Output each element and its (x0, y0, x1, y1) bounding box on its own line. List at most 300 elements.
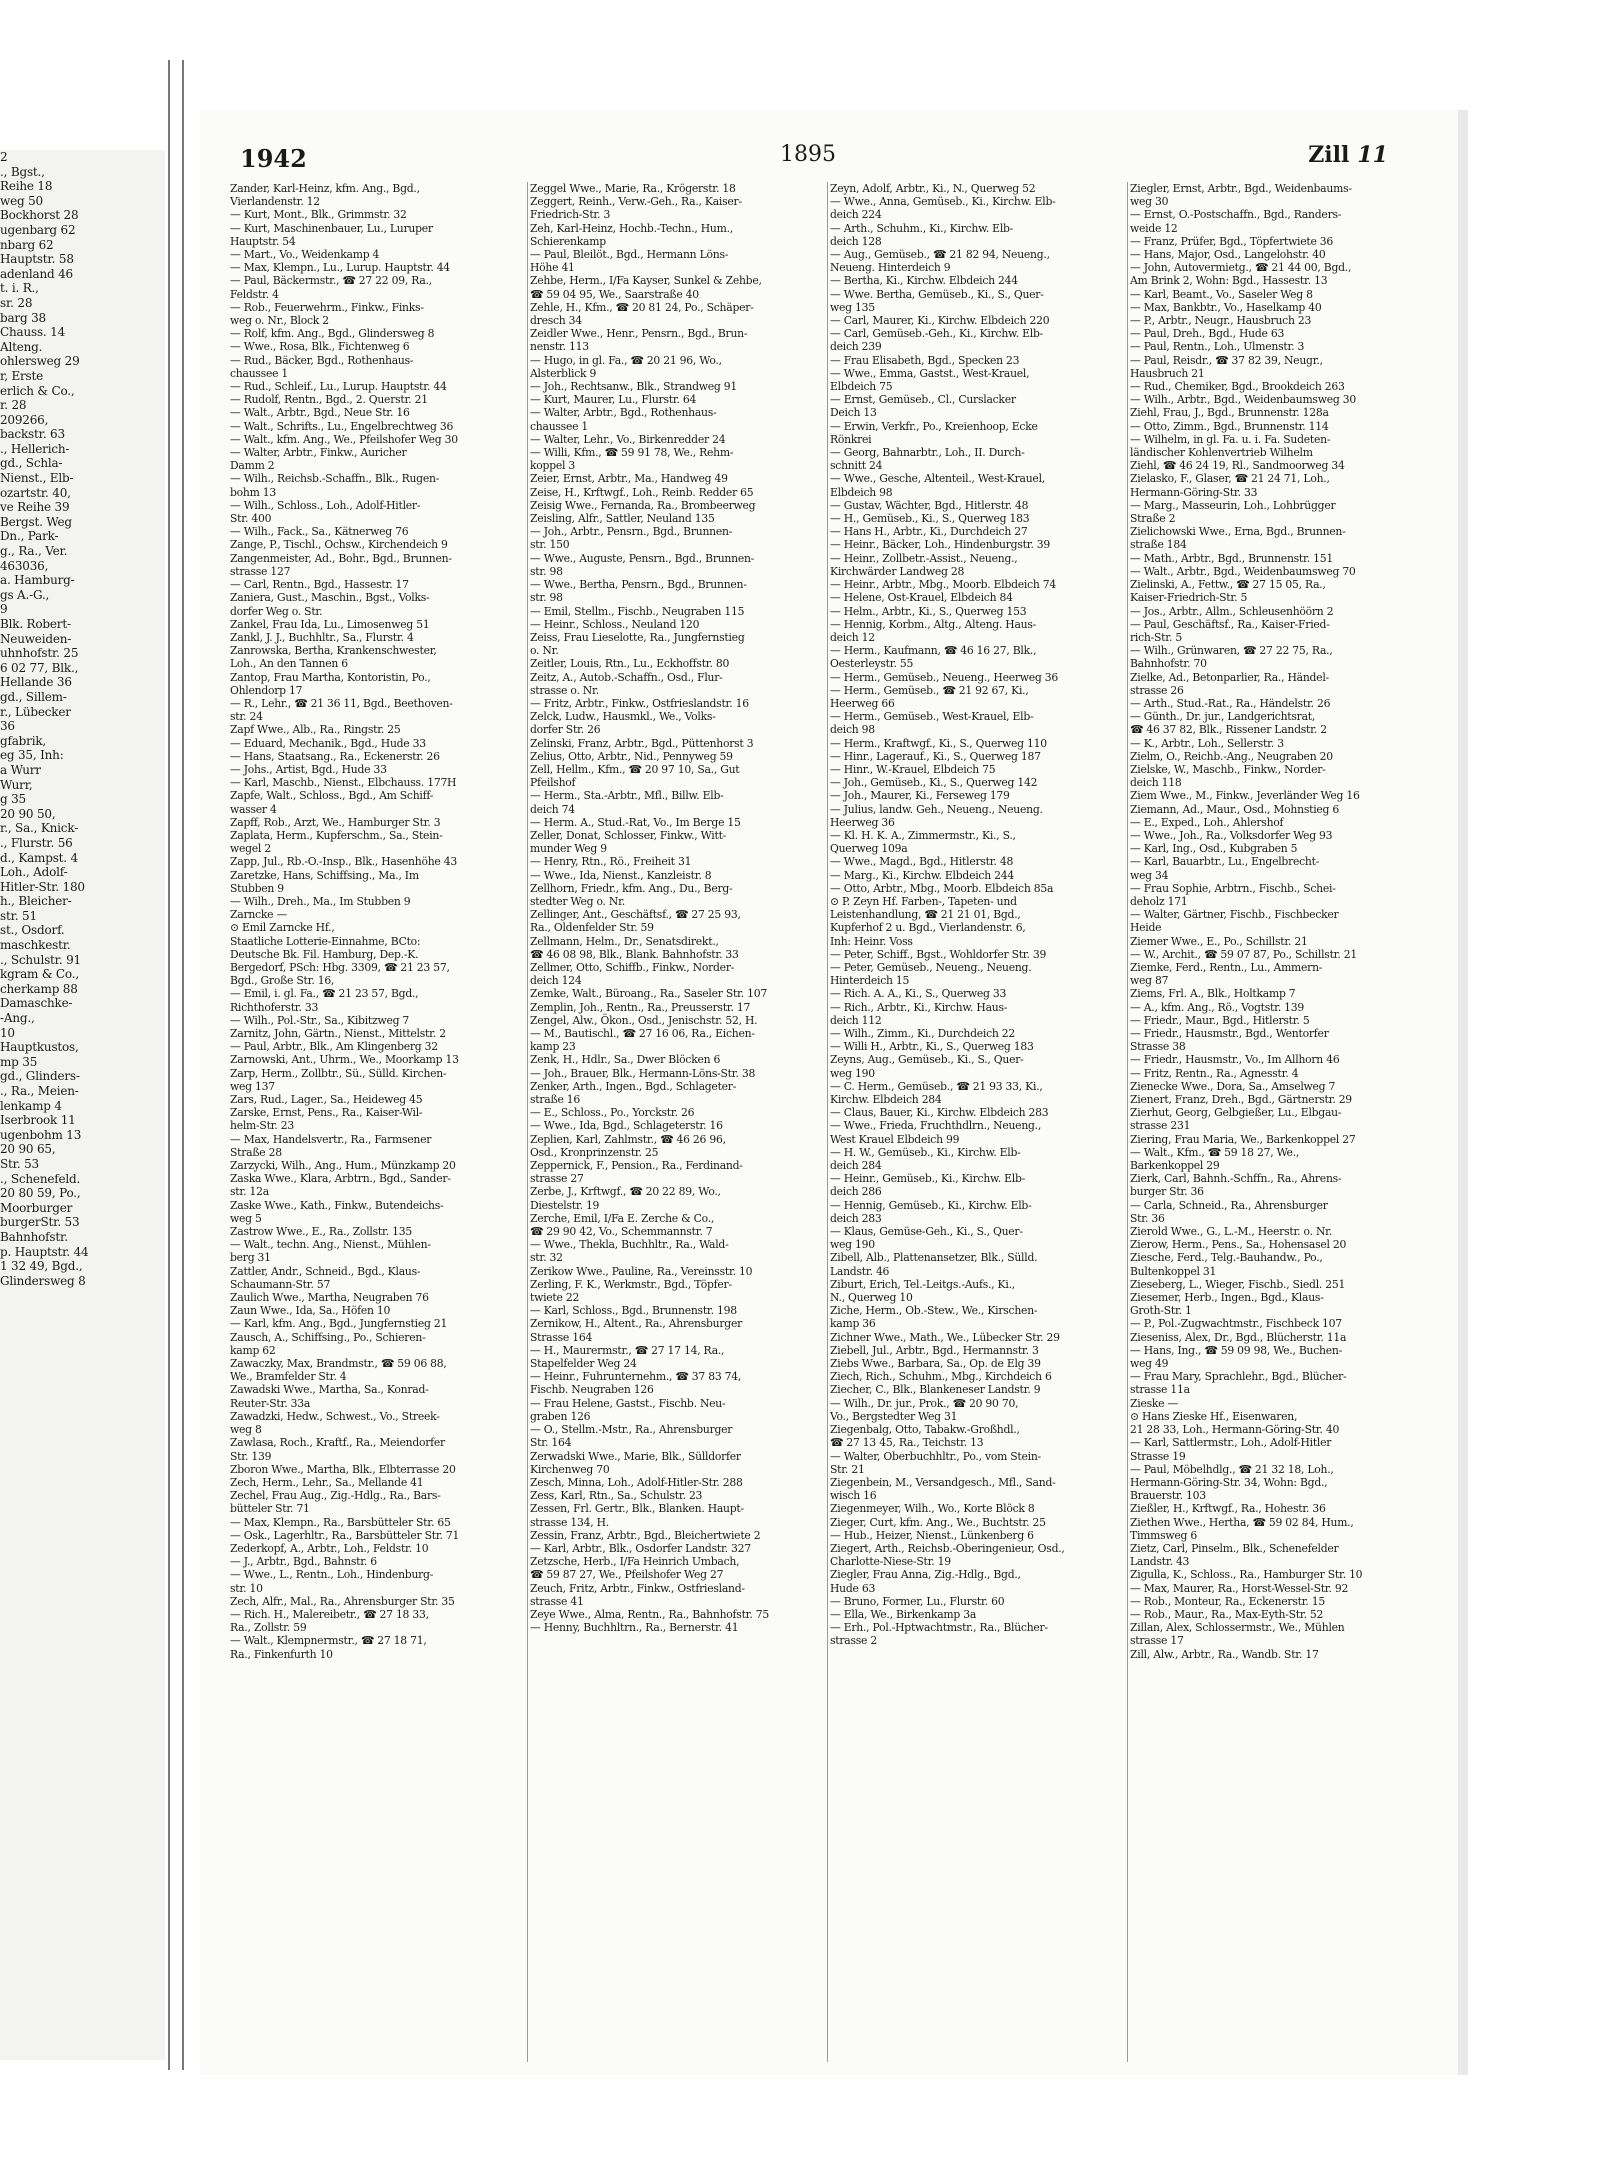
directory-entry-line: Ziesche, Ferd., Telg.-Bauhandw., Po., (1130, 1251, 1323, 1265)
directory-entry-line: weg 34 (1130, 868, 1169, 882)
directory-entry-line: weg 135 (830, 300, 875, 314)
directory-entry-line: Zaske Wwe., Kath., Finkw., Butendeichs- (230, 1198, 444, 1212)
directory-entry-line: Zierow, Herm., Pens., Sa., Hohensasel 20 (1130, 1238, 1347, 1252)
directory-entry-line: Zelck, Ludw., Hausmkl., We., Volks- (530, 710, 716, 724)
directory-entry-line: Bahnhofstr. 70 (1130, 657, 1207, 671)
directory-entry-line: Straße 2 (1130, 512, 1176, 526)
directory-entry-line: — Karl, Arbtr., Blk., Osdorfer Landstr. 327 (530, 1541, 751, 1555)
facing-page-fragment: Blk. Robert- (0, 617, 71, 631)
facing-page-fragment: ugenbohm 13 (0, 1127, 82, 1142)
directory-entry-line: — Wwe., Gesche, Altenteil., West-Krauel, (830, 472, 1045, 486)
directory-entry-line: Zehbe, Herm., I/Fa Kayser, Sunkel & Zehbe, (530, 274, 762, 288)
directory-entry-line: Heide (1130, 921, 1162, 935)
directory-entry-line: — Johs., Artist, Bgd., Hude 33 (230, 762, 387, 776)
directory-entry-line: Heerweg 36 (830, 815, 895, 829)
directory-entry-line: — Wwe., Emma, Gastst., West-Krauel, (830, 366, 1030, 380)
directory-entry-line: Ziech, Rich., Schuhm., Mbg., Kirchdeich 6 (830, 1370, 1052, 1384)
directory-entry-line: — K., Arbtr., Loh., Sellerstr. 3 (1130, 736, 1284, 750)
directory-entry-line: twiete 22 (530, 1291, 580, 1305)
directory-entry-line: Zeier, Ernst, Arbtr., Ma., Handweg 49 (530, 472, 728, 486)
directory-entry-line: Zech, Herm., Lehr., Sa., Mellande 41 (230, 1475, 424, 1489)
directory-entry-line: — Ernst, Gemüseb., Cl., Curslacker (830, 393, 1016, 407)
directory-entry-line: Zaska Wwe., Klara, Arbtrn., Bgd., Sander- (230, 1172, 451, 1186)
directory-entry-line: — Rudolf, Rentn., Bgd., 2. Querstr. 21 (230, 393, 428, 407)
directory-entry-line: 21 28 33, Loh., Hermann-Göring-Str. 40 (1130, 1423, 1340, 1437)
directory-entry-line: Diestelstr. 19 (530, 1198, 600, 1212)
directory-entry-line: ☎ 46 08 98, Blk., Blank. Bahnhofstr. 33 (530, 947, 739, 961)
facing-page-fragment: sr. 28 (0, 295, 33, 310)
directory-entry-line: — Heinr., Bäcker, Loh., Hindenburgstr. 39 (830, 538, 1051, 552)
directory-entry-line: — Paul, Bleilöt., Bgd., Hermann Löns- (530, 248, 729, 262)
directory-entry-line: — Paul, Dreh., Bgd., Hude 63 (1130, 327, 1285, 341)
facing-page-fragment: ., Flurstr. 56 (0, 835, 73, 850)
directory-entry-line: nenstr. 113 (530, 340, 589, 354)
directory-entry-line: Zawadzki, Hedw., Schwest., Vo., Streek- (230, 1409, 440, 1423)
directory-entry-line: deich 12 (830, 630, 875, 644)
directory-entry-line: strasse 41 (530, 1594, 584, 1608)
directory-entry-line: — H., Gemüseb., Ki., S., Querweg 183 (830, 512, 1030, 526)
directory-entry-line: — Hans, Major, Osd., Langelohstr. 40 (1130, 248, 1326, 262)
directory-entry-line: wasser 4 (230, 802, 277, 816)
directory-entry-line: Ziehl, ☎ 46 24 19, Rl., Sandmoorweg 34 (1130, 459, 1345, 473)
facing-page-fragment: 9 (0, 602, 8, 617)
directory-entry-line: Elbdeich 75 (830, 380, 893, 394)
directory-entry-line: — Ernst, O.-Postschaffn., Bgd., Randers- (1130, 208, 1342, 222)
directory-entry-line: Zillan, Alex, Schlossermstr., We., Mühlen (1130, 1621, 1345, 1635)
directory-entry-line: Kirchwärder Landweg 28 (830, 564, 965, 578)
directory-entry-line: deich 286 (830, 1185, 882, 1199)
directory-entry-line: — Max, Bankbtr., Vo., Haselkamp 40 (1130, 300, 1322, 314)
directory-entry-line: — Frau Helene, Gastst., Fischb. Neu- (530, 1396, 726, 1410)
directory-entry-line: strasse o. Nr. (530, 683, 599, 697)
directory-entry-line: — H. W., Gemüseb., Ki., Kirchw. Elb- (830, 1145, 1021, 1159)
facing-page-fragment: g., Ra., Ver. (0, 544, 68, 559)
directory-entry-line: Str. 36 (1130, 1211, 1165, 1225)
facing-page-fragment: Hauptstr. 58 (0, 252, 74, 267)
directory-entry-line: weg 30 (1130, 195, 1169, 209)
directory-entry-line: — Osk., Lagerhltr., Ra., Barsbütteler Str. 71 (230, 1528, 460, 1542)
directory-entry-line: ☎ 27 13 45, Ra., Teichstr. 13 (830, 1436, 984, 1450)
directory-entry-line: Zeye Wwe., Alma, Rentn., Ra., Bahnhofstr. 75 (530, 1607, 769, 1621)
directory-entry-line: Zeh, Karl-Heinz, Hochb.-Techn., Hum., (530, 221, 733, 235)
directory-entry-line: — Jos., Arbtr., Allm., Schleusenhöörn 2 (1130, 604, 1334, 618)
directory-entry-line: Bergedorf, PSch: Hbg. 3309, ☎ 21 23 57, (230, 960, 450, 974)
directory-entry-line: Zieseberg, L., Wieger, Fischb., Siedl. 251 (1130, 1277, 1346, 1291)
directory-entry-line: Str. 164 (530, 1436, 572, 1450)
directory-entry-line: — O., Stellm.-Mstr., Ra., Ahrensburger (530, 1423, 733, 1437)
directory-entry-line: — Carla, Schneid., Ra., Ahrensburger (1130, 1198, 1328, 1212)
directory-entry-line: — R., Lehr., ☎ 21 36 11, Bgd., Beethoven- (230, 696, 453, 710)
directory-entry-line: — Georg, Bahnarbtr., Loh., II. Durch- (830, 446, 1025, 460)
page-header (200, 130, 1458, 173)
directory-entry-line: — Aug., Gemüseb., ☎ 21 82 94, Neueng., (830, 248, 1050, 262)
directory-entry-line: weg 49 (1130, 1357, 1169, 1371)
directory-entry-line: — Gustav, Wächter, Bgd., Hitlerstr. 48 (830, 498, 1029, 512)
directory-entry-line: — Rud., Chemiker, Bgd., Brookdeich 263 (1130, 380, 1345, 394)
facing-page-fragment: ., Hellerich- (0, 441, 70, 456)
directory-entry-line: Bgd., Große Str. 16, (230, 974, 335, 988)
directory-entry-line: Zangenmeister, Ad., Bohr., Bgd., Brunnen- (230, 551, 452, 565)
directory-entry-line: — H., Maurermstr., ☎ 27 17 14, Ra., (530, 1343, 725, 1357)
directory-entry-line: deich 128 (830, 234, 882, 248)
directory-entry-line: weg 87 (1130, 974, 1169, 988)
directory-entry-line: Zeyns, Aug., Gemüseb., Ki., S., Quer- (830, 1053, 1024, 1067)
directory-entry-line: — Bertha, Ki., Kirchw. Elbdeich 244 (830, 274, 1018, 288)
facing-page-edge (0, 150, 165, 2060)
directory-entry-line: Zigulla, K., Schloss., Ra., Hamburger Str. 10 (1130, 1568, 1363, 1582)
directory-entry-line: Vo., Bergstedter Weg 31 (830, 1409, 958, 1423)
directory-entry-line: Zeitler, Louis, Rtn., Lu., Eckhoffstr. 80 (530, 657, 730, 671)
directory-entry-line: Zess, Karl, Rtn., Sa., Schulstr. 23 (530, 1489, 703, 1503)
directory-entry-line: Ziche, Herm., Ob.-Stew., We., Kirschen- (830, 1304, 1038, 1318)
directory-entry-line: Zapf Wwe., Alb., Ra., Ringstr. 25 (230, 723, 401, 737)
directory-entry-line: Ziesemer, Herb., Ingen., Bgd., Klaus- (1130, 1291, 1324, 1305)
directory-entry-line: deholz 171 (1130, 894, 1188, 908)
facing-page-fragment: g 35 (0, 792, 26, 807)
directory-entry-line: — Walt., kfm. Ang., We., Pfeilshofer Weg 30 (230, 432, 458, 446)
directory-entry-line: Zehle, H., Kfm., ☎ 20 81 24, Po., Schäper- (530, 300, 754, 314)
facing-page-fragment: ., Ra., Meien- (0, 1084, 79, 1098)
directory-entry-line: Zietz, Carl, Pinselm., Blk., Schenefelder (1130, 1541, 1339, 1555)
directory-entry-line: Zapp, Jul., Rb.-O.-Insp., Blk., Hasenhöhe 43 (230, 855, 457, 869)
directory-entry-line: Zarncke — (230, 908, 288, 922)
directory-entry-line: Zessin, Franz, Arbtr., Bgd., Bleichertwiete 2 (530, 1528, 761, 1542)
directory-entry-line: Ra., Zollstr. 59 (230, 1621, 307, 1635)
directory-entry-line: Zeise, H., Krftwgf., Loh., Reinb. Redder 65 (530, 485, 754, 499)
page-edge-line (182, 60, 184, 2070)
directory-entry-line: — Walter, Gärtner, Fischb., Fischbecker (1130, 908, 1339, 922)
directory-entry-line: bütteler Str. 71 (230, 1502, 310, 1516)
directory-entry-line: — Hans H., Arbtr., Ki., Durchdeich 27 (830, 525, 1028, 539)
directory-entry-line: ⊙ P. Zeyn Hf. Farben-, Tapeten- und (830, 894, 1017, 908)
directory-entry-line: — M., Bautischl., ☎ 27 16 06, Ra., Eichen- (530, 1027, 755, 1040)
facing-page-fragment: weg 50 (0, 193, 43, 208)
directory-entry-line: Zelius, Otto, Arbtr., Nid., Pennyweg 59 (530, 749, 733, 763)
directory-entry-line: — Frau Mary, Sprachlehr., Bgd., Blücher- (1130, 1370, 1347, 1384)
directory-entry-line: Zawlasa, Roch., Kraftf., Ra., Meiendorfer (230, 1436, 445, 1450)
directory-entry-line: Zeitz, A., Autob.-Schaffn., Osd., Flur- (530, 670, 723, 684)
directory-entry-line: Feldstr. 4 (230, 287, 279, 301)
directory-entry-line: — Wilh., Zimm., Ki., Durchdeich 22 (830, 1027, 1016, 1040)
directory-entry-line: Zanrowska, Bertha, Krankenschwester, (230, 644, 437, 658)
directory-entry-line: Brauerstr. 103 (1130, 1489, 1206, 1503)
facing-page-fragment: Bahnhofstr. (0, 1229, 68, 1244)
directory-entry-line: Zawaczky, Max, Brandmstr., ☎ 59 06 88, (230, 1357, 447, 1371)
directory-entry-line: — Klaus, Gemüse-Geh., Ki., S., Quer- (830, 1225, 1023, 1239)
directory-entry-line: — Hugo, in gl. Fa., ☎ 20 21 96, Wo., (530, 353, 722, 367)
directory-entry-line: — Karl, Sattlermstr., Loh., Adolf-Hitler (1130, 1436, 1332, 1450)
directory-entry-line: — Günth., Dr. jur., Landgerichtsrat, (1130, 710, 1316, 724)
directory-entry-line: chaussee 1 (230, 366, 289, 380)
facing-page-fragment: gs A.-G., (0, 587, 50, 602)
directory-entry-line: straße 16 (530, 1093, 580, 1107)
directory-entry-line: Zarzycki, Wilh., Ang., Hum., Münzkamp 20 (230, 1159, 456, 1173)
directory-entry-line: deich 284 (830, 1159, 882, 1173)
directory-entry-line: str. 24 (230, 710, 263, 724)
facing-page-fragment: r. 28 (0, 398, 27, 413)
directory-entry-line: Ziegenmeyer, Wilh., Wo., Korte Blöck 8 (830, 1502, 1035, 1516)
directory-entry-line: Zeppernick, F., Pension., Ra., Ferdinand- (530, 1159, 743, 1173)
directory-entry-line: deich 224 (830, 208, 882, 222)
directory-entry-line: strasse 231 (1130, 1119, 1191, 1133)
directory-entry-line: — Rob., Maur., Ra., Max-Eyth-Str. 52 (1130, 1607, 1324, 1621)
directory-entry-line: — Kurt, Maschinenbauer, Lu., Luruper (230, 221, 433, 235)
facing-page-fragment: Glindersweg 8 (0, 1273, 86, 1288)
directory-entry-line: Zierk, Carl, Bahnh.-Schffn., Ra., Ahrens- (1130, 1172, 1342, 1186)
directory-entry-line: kamp 23 (530, 1040, 576, 1054)
directory-entry-line: — Herm., Kaufmann, ☎ 46 16 27, Blk., (830, 644, 1037, 658)
directory-entry-line: — Kl. H. K. A., Zimmermstr., Ki., S., (830, 828, 1016, 842)
directory-year: 1895 (780, 142, 836, 167)
directory-entry-line: ländischer Kohlenvertrieb Wilhelm (1130, 446, 1313, 460)
directory-entry-line: Zellmer, Otto, Schiffb., Finkw., Norder- (530, 960, 735, 974)
directory-entry-line: — Kurt, Mont., Blk., Grimmstr. 32 (230, 208, 407, 222)
directory-entry-line: Zemplin, Joh., Rentn., Ra., Preusserstr. 17 (530, 1000, 751, 1014)
directory-entry-line: Zeller, Donat, Schlosser, Finkw., Witt- (530, 828, 727, 842)
directory-entry-line: koppel 3 (530, 459, 576, 473)
directory-entry-line: — Hennig, Korbm., Altg., Alteng. Haus- (830, 617, 1037, 631)
directory-entry-line: — Math., Arbtr., Bgd., Brunnenstr. 151 (1130, 551, 1333, 565)
directory-entry-line: Zech, Alfr., Mal., Ra., Ahrensburger Str. 35 (230, 1594, 455, 1608)
directory-entry-line: — J., Arbtr., Bgd., Bahnstr. 6 (230, 1555, 377, 1569)
directory-entry-line: Damm 2 (230, 459, 275, 473)
directory-entry-line: Zieske — (1130, 1396, 1179, 1410)
facing-page-fragment: maschkestr. (0, 938, 71, 953)
directory-entry-line: — Max, Handelsvertr., Ra., Farmsener (230, 1132, 432, 1146)
directory-entry-line: Strasse 164 (530, 1330, 593, 1344)
directory-entry-line: Zarnitz, John, Gärtn., Nienst., Mittelstr. 2 (230, 1027, 446, 1040)
facing-page-fragment: gfabrik, (0, 733, 47, 748)
directory-entry-line: — Wwe., Joh., Ra., Volksdorfer Weg 93 (1130, 828, 1333, 842)
directory-entry-line: Zarnowski, Ant., Uhrm., We., Moorkamp 13 (230, 1053, 459, 1067)
directory-entry-line: strasse 11a (1130, 1383, 1190, 1397)
directory-entry-line: — Claus, Bauer, Ki., Kirchw. Elbdeich 283 (830, 1106, 1049, 1120)
directory-entry-line: — Hub., Heizer, Nienst., Lünkenberg 6 (830, 1528, 1034, 1542)
directory-entry-line: — Ella, We., Birkenkamp 3a (830, 1607, 977, 1621)
directory-entry-line: — Arth., Schuhm., Ki., Kirchw. Elb- (830, 221, 1014, 235)
facing-page-fragment: Bergst. Weg (0, 514, 72, 529)
running-head (1308, 142, 1388, 168)
directory-entry-line: — Hennig, Gemüseb., Ki., Kirchw. Elb- (830, 1198, 1032, 1212)
facing-page-fragment: 10 (0, 1025, 15, 1040)
directory-entry-line: — Erh., Pol.-Hptwachtmstr., Ra., Blücher- (830, 1621, 1048, 1635)
directory-entry-line: Deich 13 (830, 406, 877, 420)
directory-entry-line: Timmsweg 6 (1130, 1528, 1198, 1542)
directory-entry-line: — Karl, Bauarbtr., Lu., Engelbrecht- (1130, 855, 1320, 869)
directory-entry-line: — Friedr., Hausmstr., Vo., Im Allhorn 46 (1130, 1053, 1340, 1067)
directory-entry-line: Zeiss, Frau Lieselotte, Ra., Jungfernstieg (530, 630, 745, 644)
facing-page-fragment: d., Kampst. 4 (0, 850, 78, 865)
directory-entry-line: Zawadski Wwe., Martha, Sa., Konrad- (230, 1383, 429, 1397)
directory-entry-line: — Hans, Ing., ☎ 59 09 98, We., Buchen- (1130, 1343, 1342, 1357)
directory-entry-line: — Paul, Geschäftsf., Ra., Kaiser-Fried- (1130, 617, 1330, 631)
directory-entry-line: ☎ 46 37 82, Blk., Rissener Landstr. 2 (1130, 723, 1327, 737)
directory-entry-line: — Rich. H., Malereibetr., ☎ 27 18 33, (230, 1607, 429, 1621)
facing-page-fragment: str. 51 (0, 908, 37, 923)
directory-entry-line: — Wilhelm, in gl. Fa. u. i. Fa. Sudeten- (1130, 432, 1331, 446)
directory-entry-line: Zelinski, Franz, Arbtr., Bgd., Püttenhorst 3 (530, 736, 754, 750)
directory-entry-line: — Paul, Rentn., Loh., Ulmenstr. 3 (1130, 340, 1305, 354)
directory-column-1 (230, 182, 475, 2062)
directory-entry-line: — Rob., Feuerwehrm., Finkw., Finks- (230, 300, 424, 314)
facing-page-fragment: t. i. R., (0, 281, 39, 296)
facing-page-fragment: a Wurr (0, 762, 41, 777)
directory-entry-line: Höhe 41 (530, 261, 575, 275)
directory-entry-line: — Joh., Gemüseb., Ki., S., Querweg 142 (830, 776, 1038, 790)
directory-entry-line: — Max, Klempn., Ra., Barsbütteler Str. 65 (230, 1515, 451, 1529)
directory-entry-line: Zankl, J. J., Buchhltr., Sa., Flurstr. 4 (230, 630, 414, 644)
directory-entry-line: Leistenhandlung, ☎ 21 21 01, Bgd., (830, 908, 1021, 922)
directory-entry-line: str. 10 (230, 1581, 263, 1595)
facing-page-fragment: gd., Schla- (0, 456, 63, 471)
directory-entry-line: — E., Exped., Loh., Ahlershof (1130, 815, 1284, 829)
directory-entry-line: schnitt 24 (830, 459, 883, 473)
directory-entry-line: deich 74 (530, 802, 575, 816)
facing-page-fragment: erlich & Co., (0, 383, 75, 398)
facing-page-fragment: Loh., Adolf- (0, 865, 68, 880)
directory-entry-line: stedter Weg o. Nr. (530, 894, 625, 908)
directory-entry-line: Hauptstr. 54 (230, 234, 296, 248)
directory-entry-line: — Herm., Gemüseb., ☎ 21 92 67, Ki., (830, 683, 1029, 697)
directory-entry-line: — Wilh., Pol.-Str., Sa., Kibitzweg 7 (230, 1013, 410, 1027)
directory-entry-line: — P., Arbtr., Neugr., Hausbruch 23 (1130, 314, 1312, 328)
directory-entry-line: Straße 28 (230, 1145, 282, 1159)
directory-entry-line: Fischb. Neugraben 126 (530, 1383, 654, 1397)
directory-entry-line: Elbdeich 98 (830, 485, 893, 499)
facing-page-fragment: eg 35, Inh: (0, 748, 64, 763)
directory-entry-line: Ziebell, Jul., Arbtr., Bgd., Hermannstr. 3 (830, 1343, 1039, 1357)
facing-page-fragment: r., Lübecker (0, 704, 71, 719)
directory-entry-line: Zerwadski Wwe., Marie, Blk., Sülldorfer (530, 1449, 741, 1463)
directory-entry-line: — Max, Klempn., Lu., Lurup. Hauptstr. 44 (230, 261, 450, 275)
facing-page-fragment: ., Bgst., (0, 164, 45, 179)
directory-entry-line: — Herm., Kraftwgf., Ki., S., Querweg 110 (830, 736, 1047, 750)
directory-entry-line: Pfeilshof (530, 776, 576, 790)
facing-page-fragment: ., Schenefeld. (0, 1171, 81, 1186)
directory-entry-line: Zengel, Alw., Ökon., Osd., Jenischstr. 52, H. (530, 1013, 758, 1027)
directory-entry-line: — Wwe. Bertha, Gemüseb., Ki., S., Quer- (830, 287, 1044, 301)
directory-entry-line: — Franz, Prüfer, Bgd., Töpfertwiete 36 (1130, 234, 1334, 248)
directory-entry-line: — Herm., Gemüseb., West-Krauel, Elb- (830, 710, 1034, 724)
facing-page-fragment: Chauss. 14 (0, 325, 66, 340)
facing-page-fragment: mp 35 (0, 1054, 38, 1069)
directory-entry-line: ⊙ Hans Zieske Hf., Eisenwaren, (1130, 1409, 1298, 1423)
directory-entry-line: — Rob., Monteur, Ra., Eckenerstr. 15 (1130, 1594, 1326, 1608)
directory-entry-line: — E., Schloss., Po., Yorckstr. 26 (530, 1106, 695, 1120)
directory-entry-line: — Julius, landw. Geh., Neueng., Neueng. (830, 802, 1043, 816)
facing-page-fragment: Wurr, (0, 777, 33, 792)
directory-entry-line: Zapff, Rob., Arzt, We., Hamburger Str. 3 (230, 815, 441, 829)
directory-entry-line: weg o. Nr., Block 2 (230, 314, 329, 328)
directory-page (200, 110, 1468, 2075)
directory-entry-line: — Walt., Arbtr., Bgd., Weidenbaumsweg 70 (1130, 564, 1356, 578)
directory-entry-line: strasse 26 (1130, 683, 1184, 697)
directory-entry-line: deich 283 (830, 1211, 882, 1225)
directory-entry-line: Zars, Rud., Lager., Sa., Heideweg 45 (230, 1093, 423, 1107)
directory-entry-line: weg 137 (230, 1079, 275, 1093)
directory-entry-line: — Joh., Maurer, Ki., Ferseweg 179 (830, 789, 1010, 803)
facing-page-fragment: ozartstr. 40, (0, 485, 71, 500)
directory-entry-line: Groth-Str. 1 (1130, 1304, 1192, 1318)
directory-entry-line: — Rich. A. A., Ki., S., Querweg 33 (830, 987, 1007, 1001)
directory-entry-line: chaussee 1 (530, 419, 589, 433)
directory-entry-line: Zienert, Franz, Dreh., Bgd., Gärtnerstr. 29 (1130, 1093, 1352, 1107)
directory-entry-line: — Helm., Arbtr., Ki., S., Querweg 153 (830, 604, 1027, 618)
directory-entry-line: — Wwe., L., Rentn., Loh., Hindenburg- (230, 1568, 434, 1582)
facing-page-fragment: 36 (0, 719, 15, 734)
directory-entry-line: — Willi H., Arbtr., Ki., S., Querweg 183 (830, 1040, 1034, 1054)
directory-entry-line: — Wwe., Magd., Bgd., Hitlerstr. 48 (830, 855, 1014, 869)
directory-entry-line: Zerche, Emil, I/Fa E. Zerche & Co., (530, 1211, 715, 1225)
directory-entry-line: Ziburt, Erich, Tel.-Leitgs.-Aufs., Ki., (830, 1277, 1015, 1291)
facing-page-fragment: 209266, (0, 412, 49, 427)
directory-entry-line: Friedrich-Str. 3 (530, 208, 611, 222)
directory-entry-line: Heerweg 66 (830, 696, 895, 710)
facing-page-fragment: 463036, (0, 558, 49, 573)
directory-entry-line: — Eduard, Mechanik., Bgd., Hude 33 (230, 736, 426, 750)
directory-entry-line: Charlotte-Niese-Str. 19 (830, 1555, 951, 1569)
directory-entry-line: Zielinski, A., Fettw., ☎ 27 15 05, Ra., (1130, 578, 1326, 592)
directory-entry-line: Ziehl, Frau, J., Bgd., Brunnenstr. 128a (1130, 406, 1329, 420)
directory-entry-line: Zeisig Wwe., Fernanda, Ra., Brombeerweg (530, 498, 756, 512)
facing-page-fragment: Moorburger (0, 1200, 73, 1215)
directory-entry-line: straße 184 (1130, 538, 1187, 552)
directory-entry-line: — Emil, Stellm., Fischb., Neugraben 115 (530, 604, 745, 618)
directory-entry-line: Zander, Karl-Heinz, kfm. Ang., Bgd., (230, 182, 420, 195)
directory-entry-line: Zechel, Frau Aug., Zig.-Hdlg., Ra., Bars- (230, 1489, 441, 1503)
directory-entry-line: o. Nr. (530, 644, 559, 658)
directory-entry-line: helm-Str. 23 (230, 1119, 294, 1133)
directory-entry-line: — Henry, Rtn., Rö., Freiheit 31 (530, 855, 692, 869)
directory-entry-line: — P., Pol.-Zugwachtmstr., Fischbeck 107 (1130, 1317, 1342, 1331)
directory-entry-line: bohm 13 (230, 485, 277, 499)
directory-entry-line: Ziering, Frau Maria, We., Barkenkoppel 27 (1130, 1132, 1356, 1146)
directory-entry-line: Reuter-Str. 33a (230, 1396, 311, 1410)
directory-entry-line: Barkenkoppel 29 (1130, 1159, 1220, 1173)
directory-entry-line: — Rud., Bäcker, Bgd., Rothenhaus- (230, 353, 414, 367)
directory-entry-line: Alsterblick 9 (530, 366, 597, 380)
directory-entry-line: Ziegler, Ernst, Arbtr., Bgd., Weidenbaums- (1130, 182, 1352, 195)
directory-entry-line: — Wilh., Schloss., Loh., Adolf-Hitler- (230, 498, 421, 512)
directory-entry-line: — Henny, Buchhltrn., Ra., Bernerstr. 41 (530, 1621, 739, 1635)
directory-entry-line: — Friedr., Maur., Bgd., Hitlerstr. 5 (1130, 1013, 1310, 1027)
facing-page-fragment: 6 02 77, Blk., (0, 660, 79, 675)
directory-entry-line: graben 126 (530, 1409, 591, 1423)
directory-entry-line: — Joh., Brauer, Blk., Hermann-Löns-Str. 38 (530, 1066, 756, 1080)
directory-entry-line: strasse 17 (1130, 1634, 1184, 1648)
directory-entry-line: Osd., Kronprinzenstr. 25 (530, 1145, 659, 1159)
facing-page-fragment: gd., Glinders- (0, 1069, 80, 1084)
directory-entry-line: deich 118 (1130, 776, 1182, 790)
facing-page-fragment: Hitler-Str. 180 (0, 879, 85, 894)
facing-page-fragment: Hauptkustos, (0, 1040, 79, 1055)
directory-entry-line: Stubben 9 (230, 881, 284, 895)
directory-entry-line: Zichner Wwe., Math., We., Lübecker Str. 29 (830, 1330, 1060, 1344)
directory-entry-line: — Friedr., Hausmstr., Bgd., Wentorfer (1130, 1027, 1329, 1040)
directory-entry-line: Kirchw. Elbdeich 284 (830, 1093, 942, 1107)
directory-entry-line: Ziemann, Ad., Maur., Osd., Mohnstieg 6 (1130, 802, 1340, 816)
directory-entry-line: weg 8 (230, 1423, 262, 1437)
facing-page-fragment: 1 32 49, Bgd., (0, 1259, 83, 1274)
directory-entry-line: Zeplien, Karl, Zahlmstr., ☎ 46 26 96, (530, 1132, 726, 1146)
directory-entry-line: Ziegenbein, M., Versandgesch., Mfl., Sand- (830, 1475, 1056, 1489)
directory-entry-line: — Heinr., Schloss., Neuland 120 (530, 617, 700, 631)
directory-entry-line: — Erwin, Verkfr., Po., Kreienhoop, Ecke (830, 419, 1038, 433)
directory-entry-line: N., Querweg 10 (830, 1291, 913, 1305)
directory-entry-line: str. 32 (530, 1251, 563, 1265)
directory-entry-line: wisch 16 (830, 1489, 877, 1503)
directory-entry-line: Zeggel Wwe., Marie, Ra., Krögerstr. 18 (530, 182, 736, 195)
